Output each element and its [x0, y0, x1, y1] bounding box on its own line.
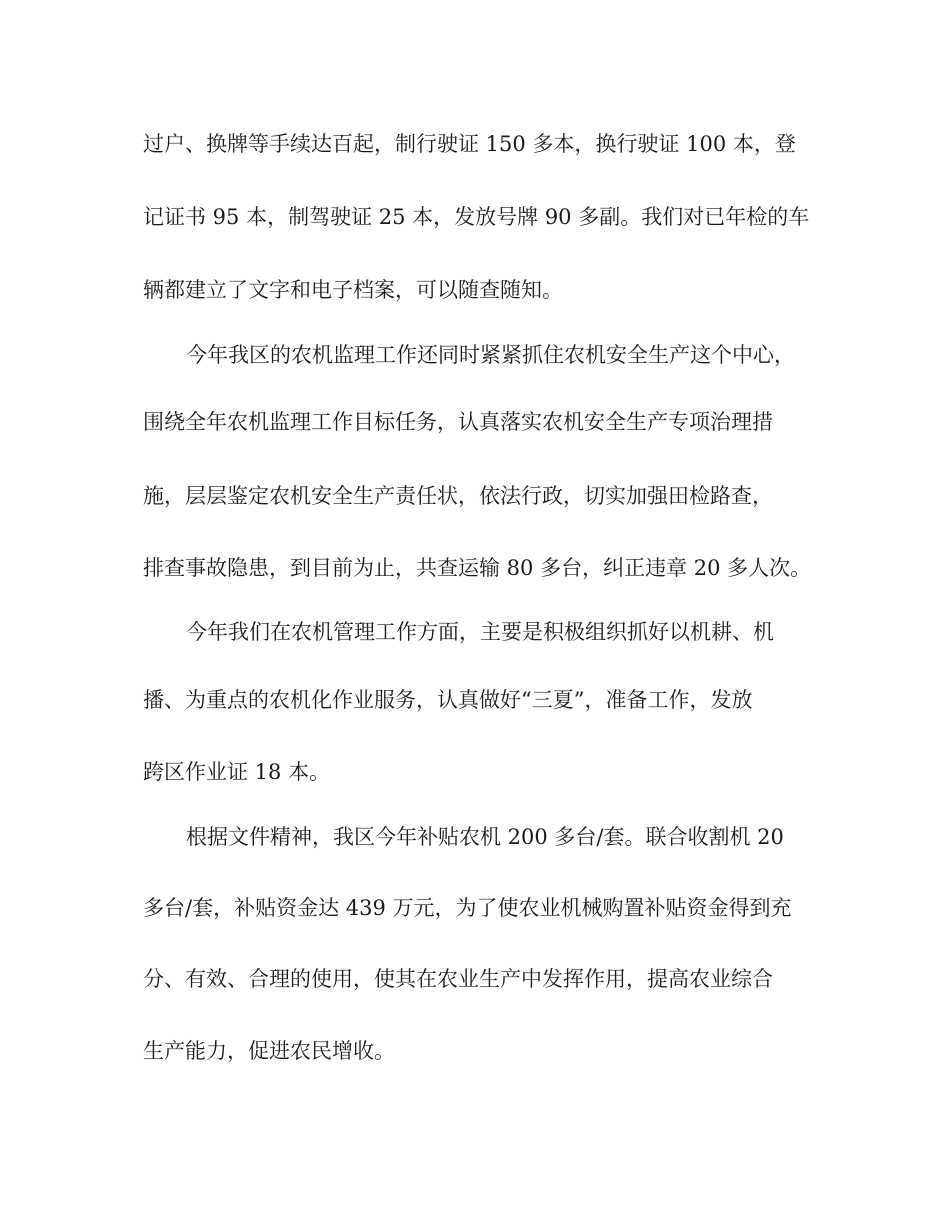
- text-line: 围绕全年农机监理工作目标任务，认真落实农机安全生产专项治理措: [143, 410, 773, 434]
- paragraph-first-line: 今年我们在农机管理工作方面，主要是积极组织抓好以机耕、机: [186, 620, 774, 644]
- paragraph-first-line: 根据文件精神，我区今年补贴农机 200 多台/套。联合收割机 20: [186, 825, 784, 849]
- text-line: 多台/套，补贴资金达 439 万元，为了使农业机械购置补贴资金得到充: [143, 896, 792, 920]
- text-line: 过户、换牌等手续达百起，制行驶证 150 多本，换行驶证 100 本，登: [143, 132, 796, 156]
- paragraph-first-line: 今年我区的农机监理工作还同时紧紧抓住农机安全生产这个中心，: [186, 343, 795, 367]
- text-line: 施，层层鉴定农机安全生产责任状，依法行政，切实加强田检路查，: [143, 484, 773, 508]
- text-line: 分、有效、合理的使用，使其在农业生产中发挥作用，提高农业综合: [143, 967, 773, 991]
- text-line: 辆都建立了文字和电子档案，可以随查随知。: [143, 278, 563, 302]
- text-line: 跨区作业证 18 本。: [143, 760, 331, 784]
- text-line: 播、为重点的农机化作业服务，认真做好“三夏”，准备工作，发放: [143, 688, 753, 712]
- text-line: 排查事故隐患，到目前为止，共查运输 80 多台，纠正违章 20 多人次。: [143, 556, 812, 580]
- text-line: 记证书 95 本，制驾驶证 25 本，发放号牌 90 多副。我们对已年检的车: [143, 205, 810, 229]
- text-line: 生产能力，促进农民增收。: [143, 1039, 395, 1063]
